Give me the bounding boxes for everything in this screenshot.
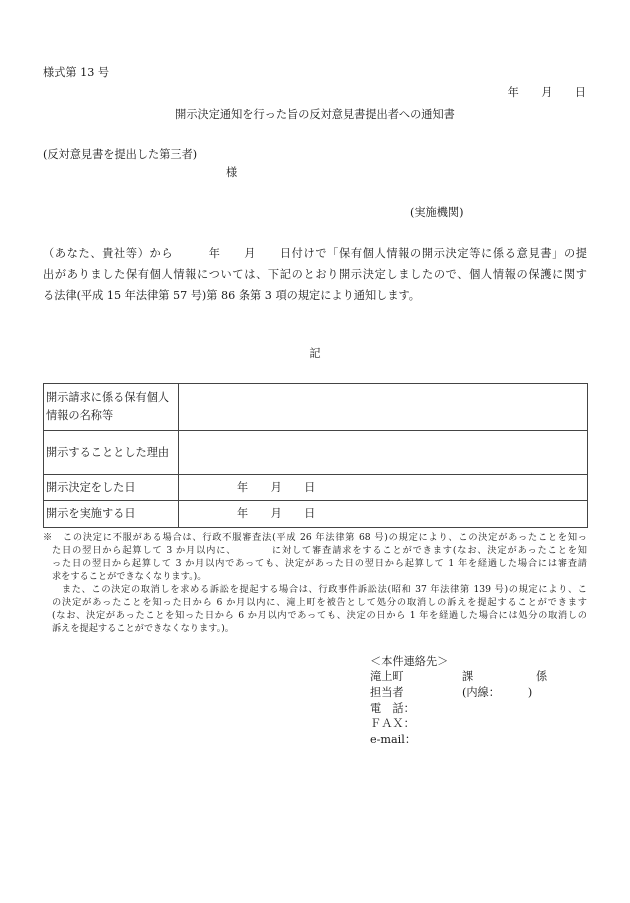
decision-date-value: 年 月 日 — [179, 475, 588, 501]
contact-section: 課 — [462, 670, 474, 683]
contact-fax-label: ＦＡＸ： — [370, 717, 415, 730]
contact-town: 滝上町 — [370, 670, 404, 683]
implementation-date-value: 年 月 日 — [179, 501, 588, 528]
contact-person-label: 担当者 — [370, 686, 404, 699]
issue-date: 年 月 日 — [507, 86, 586, 99]
contact-subsection: 係 — [536, 670, 548, 683]
row-label-line: 情報の名称等 — [46, 409, 114, 422]
contact-email-label: e-mail： — [370, 733, 417, 746]
note-line: また、この決定の取消しを求める訴訟を提起する場合は、行政事件訴訟法(昭和 37 年法律第 139 号)の規定により、こ — [52, 584, 587, 595]
body-line: る法律(平成 15 年法律第 57 号)第 86 条第 3 項の規定により通知します。 — [43, 289, 420, 302]
table-row — [44, 501, 588, 528]
note-line: った日の翌日から起算して 3 か月以内であっても、決定があった日の翌日から起算して 1 年を経過した場合には審査請 — [52, 558, 587, 569]
issuer-label: (実施機関) — [410, 206, 464, 219]
row-label-implementation-date: 開示を実施する日 — [44, 501, 179, 528]
note-line: た日の翌日から起算して 3 か月以内に、 に対して審査請求をすることができます(なお、決定があったことを知 — [52, 545, 587, 556]
note-line: の決定があったことを知った日から 6 か月以内に、滝上町を被告として処分の取消しの訴えを提起することができます — [52, 597, 587, 608]
row-label-requested-info — [44, 384, 179, 431]
table-row — [44, 384, 588, 431]
table-row — [44, 475, 588, 501]
contact-phone-label: 電 話： — [370, 702, 415, 715]
recipient-honorific: 様 — [226, 166, 238, 179]
form-number: 様式第 13 号 — [43, 66, 110, 79]
note-line: (なお、決定があったことを知った日から 6 か月以内であっても、決定の日から 1 年を経過した場合には処分の取消しの — [52, 610, 587, 621]
row-label-disclosure-reason: 開示することとした理由 — [44, 431, 179, 475]
note-line: 求をすることができなくなります。)。 — [52, 571, 207, 582]
disclosure-info-table — [43, 383, 588, 528]
requested-info-value-cell — [179, 384, 588, 431]
note-line: 訴えを提起することができなくなります。)。 — [52, 623, 234, 634]
contact-extension: (内線： ) — [462, 686, 533, 699]
document-title: 開示決定通知を行った旨の反対意見書提出者への通知書 — [175, 108, 455, 121]
ki-heading: 記 — [309, 347, 321, 360]
body-line: 出がありました保有個人情報については、下記のとおり開示決定しましたので、個人情報の保護に関す — [43, 268, 587, 281]
table-row — [44, 431, 588, 475]
contact-heading: ＜本件連絡先＞ — [370, 655, 449, 668]
body-line: （あなた、貴社等）から 年 月 日付けで「保有個人情報の開示決定等に係る意見書」の提 — [43, 247, 587, 260]
disclosure-reason-value-cell — [179, 431, 588, 475]
row-label-decision-date: 開示決定をした日 — [44, 475, 179, 501]
recipient-label: (反対意見書を提出した第三者) — [43, 148, 198, 161]
row-label-line: 開示請求に係る保有個人 — [46, 391, 170, 404]
note-line: ※ この決定に不服がある場合は、行政不服審査法(平成 26 年法律第 68 号)の規定により、この決定があったことを知っ — [43, 532, 587, 543]
